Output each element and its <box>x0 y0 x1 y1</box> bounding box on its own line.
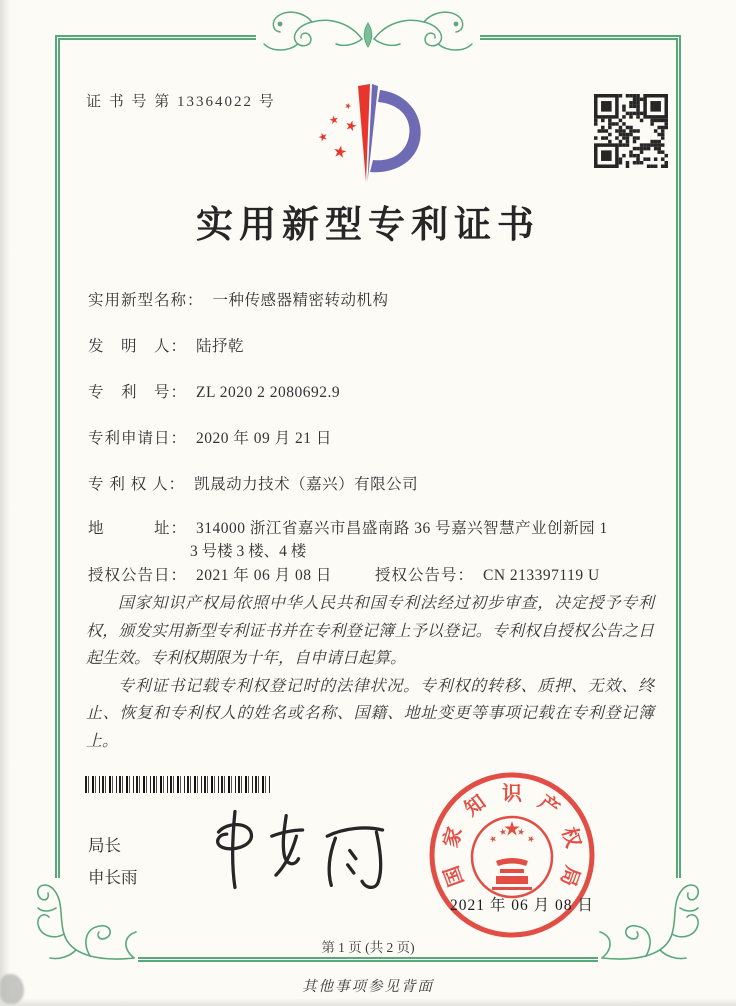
seal-char: 知 <box>460 791 491 821</box>
field-value: 陆抒乾 <box>196 338 245 355</box>
field-grant-no <box>375 563 600 585</box>
field-label: 授权公告号： <box>375 567 475 584</box>
field-row-patent-no <box>88 380 654 402</box>
director-name: 申长雨 <box>88 869 138 887</box>
field-label: 实用新型名称： <box>88 292 204 309</box>
field-value-address-line2: 3 号楼 3 楼、4 楼 <box>190 543 307 560</box>
field-row-name <box>88 288 654 310</box>
field-row-grant <box>88 563 654 585</box>
field-label: 发 明 人： <box>88 338 188 355</box>
scan-edge-bottom <box>0 998 736 1006</box>
field-value: CN 213397119 U <box>483 567 600 584</box>
certificate-number: 证 书 号 第 13364022 号 <box>86 94 276 110</box>
seal-char: 国 <box>440 862 469 890</box>
certificate-title: 实用新型专利证书 <box>196 205 540 246</box>
field-label: 专利申请日： <box>88 430 188 447</box>
field-row-inventor <box>88 334 654 356</box>
seal-char: 识 <box>502 783 522 805</box>
field-value: 凯晟动力技术（嘉兴）有限公司 <box>194 476 419 493</box>
legal-text <box>86 590 654 755</box>
field-value: 一种传感器精密转动机构 <box>212 292 389 309</box>
field-label: 地 址： <box>88 520 188 537</box>
qr-code-icon <box>594 94 668 168</box>
barcode-icon <box>85 776 271 793</box>
director-title: 局长 <box>88 837 121 855</box>
seal-char: 局 <box>555 862 584 890</box>
legal-paragraph-1: 国家知识产权局依照中华人民共和国专利法经过初步审查，决定授予专利权，颁发实用新型专利证书并在专利登记簿上予以登记。专利权自授权公告之日起生效。专利权期限为十年，自申请日起算。 <box>86 595 654 667</box>
field-label: 专 利 权 人： <box>88 476 186 493</box>
seal-char: 产 <box>533 791 564 821</box>
seal-char: 权 <box>557 824 585 851</box>
official-seal-icon <box>426 769 598 941</box>
page-number: 第 1 页 (共 2 页) <box>321 940 415 955</box>
scan-edge-left <box>0 0 10 1006</box>
top-ornament <box>256 6 480 60</box>
back-note: 其他事项参见背面 <box>302 979 434 995</box>
field-row-address <box>88 516 654 538</box>
field-value: ZL 2020 2 2080692.9 <box>196 384 341 401</box>
director-signature-icon <box>196 800 401 900</box>
bottom-right-ornament <box>598 878 710 970</box>
legal-paragraph-2: 专利证书记载专利权登记时的法律状况。专利权的转移、质押、无效、终止、恢复和专利权人的姓名或名称、国籍、地址变更等事项记载在专利登记簿上。 <box>86 677 654 750</box>
field-value: 2020 年 09 月 21 日 <box>196 430 332 447</box>
field-value: 314000 浙江省嘉兴市昌盛南路 36 号嘉兴智慧产业创新园 1 <box>196 520 608 537</box>
field-row-patentee <box>88 472 654 494</box>
field-value: 2021 年 06 月 08 日 <box>196 567 332 584</box>
seal-date: 2021 年 06 月 08 日 <box>450 897 594 914</box>
bottom-left-ornament <box>26 878 138 970</box>
cnipa-logo-icon <box>310 80 430 192</box>
field-label: 授权公告日： <box>88 567 188 584</box>
field-label: 专 利 号： <box>88 384 188 401</box>
seal-char: 家 <box>439 824 467 851</box>
field-row-filing-date <box>88 426 654 448</box>
